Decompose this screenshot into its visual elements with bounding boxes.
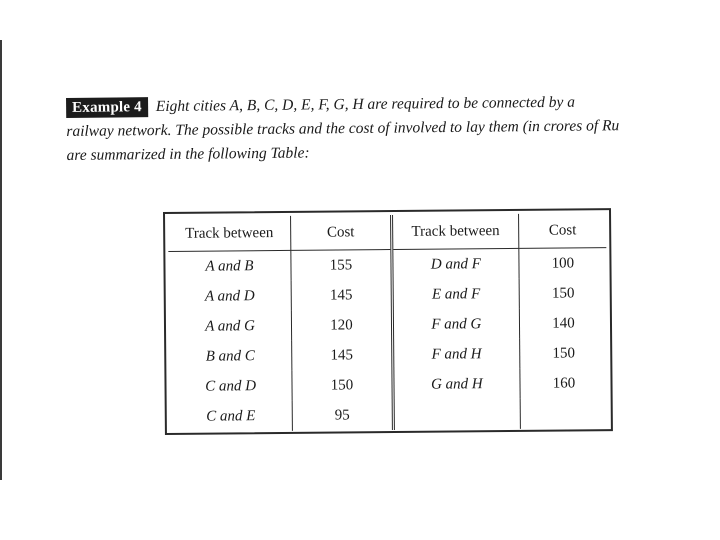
header-cost-2: Cost (518, 213, 606, 248)
paragraph-line-2: railway network. The possible tracks and the cost of involved to lay them (in crores of Ru (66, 117, 620, 140)
header-track-between-1: Track between (168, 216, 291, 252)
table-row (169, 368, 607, 402)
cost-cell: 160 (552, 374, 576, 392)
cost-cell (520, 398, 608, 429)
track-cell: G and H (393, 369, 520, 400)
track-cell: A and D (169, 281, 292, 312)
table-row (169, 308, 607, 342)
track-cell: B and C (169, 341, 292, 372)
track-cell (393, 399, 520, 430)
table-row (168, 248, 606, 282)
cost-cell: 140 (552, 314, 575, 332)
track-cell: A and G (169, 311, 292, 342)
cost-cell: 150 (552, 344, 576, 362)
cost-cell: 120 (291, 310, 392, 341)
table-header-row (168, 213, 606, 251)
paragraph-text-1: Eight cities A, B, C, D, E, F, G, H are required to be connected by a (155, 93, 576, 116)
example-label: Example 4 (66, 97, 148, 118)
table-row (169, 338, 607, 372)
cost-cell: 95 (292, 400, 393, 431)
page-edge-shadow (0, 40, 2, 480)
table-row (169, 278, 607, 312)
track-cell: C and E (170, 401, 293, 432)
header-track-between-2: Track between (391, 214, 518, 250)
header-cost-1: Cost (291, 215, 392, 250)
cost-cell: 145 (291, 280, 392, 311)
track-cell: A and B (168, 250, 291, 282)
cost-cell: 145 (292, 340, 393, 371)
track-cell: C and D (169, 371, 292, 402)
track-cell: E and F (392, 279, 519, 310)
paragraph-line-3: are summarized in the following Table: (66, 144, 310, 164)
cost-cell: 155 (291, 250, 392, 281)
track-cell: D and F (392, 248, 519, 280)
track-cell: F and G (392, 309, 519, 340)
table-row (170, 398, 608, 432)
track-cost-table-frame (163, 208, 613, 435)
example-paragraph (66, 89, 717, 168)
cost-cell: 100 (551, 254, 575, 272)
track-cell: F and H (392, 339, 519, 370)
cost-cell: 150 (292, 370, 393, 401)
cost-cell: 150 (551, 284, 575, 302)
track-cost-table (168, 213, 608, 432)
